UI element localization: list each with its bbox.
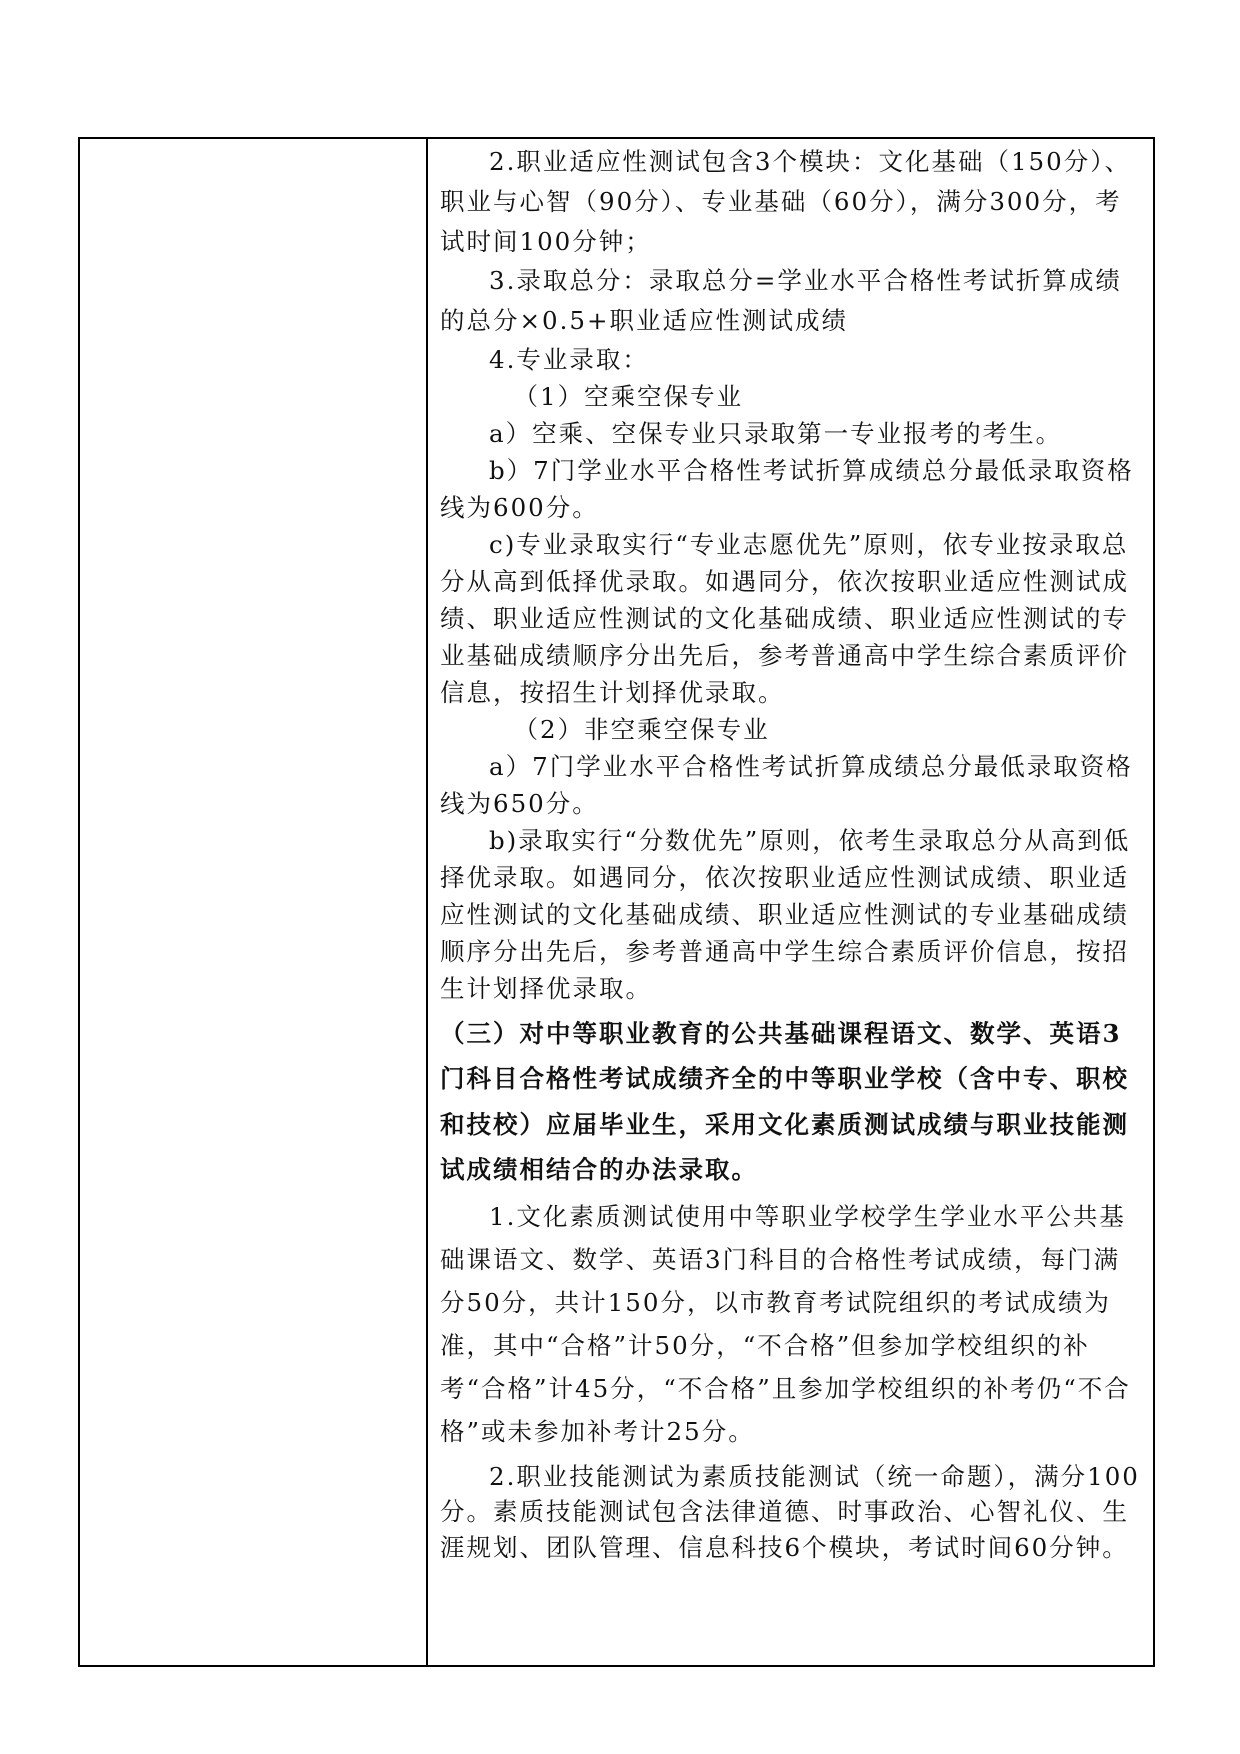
block-vocational-aptitude [440, 142, 1146, 341]
paragraph-cultural-quality-test: 1.文化素质测试使用中等职业学校学生学业水平公共基础课语文、数学、英语3门科目的合格性考试成绩，每门满分50分，共计150分，以市教育考试院组织的考试成绩为准，其中“合格”计50分，“不合格”但参加学校组织的补考“合格”计45分，“不合格”且参加学校组织的补考仍“不合格”或未参加补考计25分。 [440, 1201, 1131, 1446]
column-divider [426, 137, 428, 1667]
paragraph-item-a2: a）7门学业水平合格性考试折算成绩总分最低录取资格线为650分。 [440, 751, 1133, 818]
section-three-heading: （三）对中等职业教育的公共基础课程语文、数学、英语3门科目合格性考试成绩齐全的中等职业学校（含中专、职校和技校）应届毕业生，采用文化素质测试成绩与职业技能测试成绩相结合的办法录取。 [440, 1018, 1129, 1185]
paragraph-aptitude-test-modules: 2.职业适应性测试包含3个模块：文化基础（150分）、职业与心智（90分）、专业基础（60分），满分300分，考试时间100分钟； [440, 147, 1131, 256]
block-skill-test [440, 1459, 1146, 1566]
paragraph-item-a1: a）空乘、空保专业只录取第一专业报考的考生。 [489, 418, 1063, 448]
right-cell-content [440, 142, 1146, 1565]
block-cultural-test [440, 1195, 1146, 1453]
paragraph-flight-attendant-heading: （1）空乘空保专业 [513, 381, 744, 411]
paragraph-item-b1: b）7门学业水平合格性考试折算成绩总分最低录取资格线为600分。 [440, 455, 1134, 522]
paragraph-total-score: 3.录取总分：录取总分=学业水平合格性考试折算成绩的总分×0.5+职业适应性测试成绩 [440, 266, 1122, 336]
block-major-admission [440, 341, 1146, 1007]
paragraph-skill-test: 2.职业技能测试为素质技能测试（统一命题），满分100分。素质技能测试包含法律道德、时事政治、心智礼仪、生涯规划、团队管理、信息科技6个模块，考试时间60分钟。 [440, 1461, 1140, 1562]
paragraph-item-b2: b)录取实行“分数优先”原则，依考生录取总分从高到低择优录取。如遇同分，依次按职业适应性测试成绩、职业适应性测试的文化基础成绩、职业适应性测试的专业基础成绩顺序分出先后，参考普通高中学生综合素质评价信息，按招生计划择优录取。 [440, 825, 1131, 1003]
block-section-three [440, 1011, 1146, 1193]
paragraph-major-admission-heading: 4.专业录取： [489, 344, 649, 374]
left-cell-empty [80, 139, 426, 1665]
paragraph-non-flight-heading: （2）非空乘空保专业 [513, 714, 770, 744]
paragraph-item-c1: c)专业录取实行“专业志愿优先”原则，依专业按录取总分从高到低择优录取。如遇同分，依次按职业适应性测试成绩、职业适应性测试的文化基础成绩、职业适应性测试的专业基础成绩顺序分出先后，参考普通高中学生综合素质评价信息，按招生计划择优录取。 [440, 529, 1129, 707]
